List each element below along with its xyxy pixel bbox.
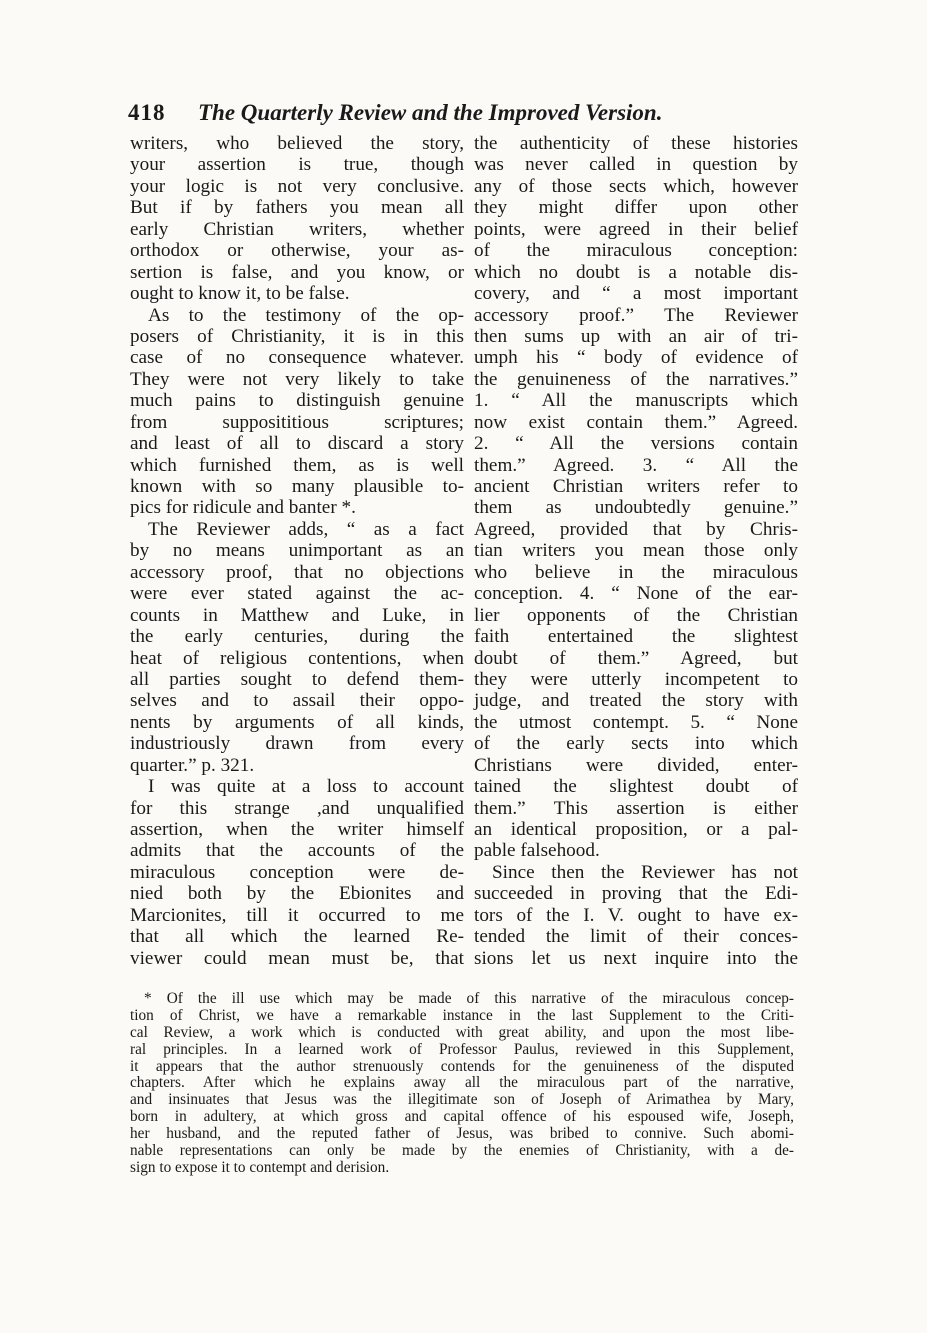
- text-line: quarter.” p. 321.: [130, 754, 255, 776]
- text-line: were ever stated against the ac-: [130, 583, 464, 605]
- text-line: selves and to assail their oppo-: [130, 690, 464, 712]
- text-line: assertion, when the writer himself: [130, 819, 464, 840]
- text-line: Since then the Reviewer has not: [492, 861, 798, 883]
- text-line: sions let us next inquire into the: [474, 947, 798, 969]
- footnote-line: sign to expose it to contempt and derision.: [130, 1158, 390, 1176]
- text-line: they might differ upon other: [474, 197, 798, 219]
- text-line: admits that the accounts of the: [130, 840, 464, 862]
- text-line: early Christian writers, whether: [130, 218, 464, 240]
- text-line: accessory proof, that no objections: [130, 561, 464, 583]
- text-line: succeeded in proving that the Edi-: [474, 883, 798, 905]
- footnote-line: chapters. After which he explains away all the miraculous part of the narrative,: [130, 1074, 794, 1092]
- text-line: viewer could mean must be, that: [130, 947, 464, 969]
- text-line: of the early sects into which: [474, 733, 798, 755]
- text-line: miraculous conception were de-: [130, 861, 464, 883]
- page-number: 418: [128, 100, 166, 125]
- text-line: which furnished them, as is well: [130, 454, 464, 476]
- text-line: points, were agreed in their belief: [474, 218, 798, 240]
- text-line: The Reviewer adds, “ as a fact: [148, 518, 464, 540]
- text-line: tended the limit of their conces-: [474, 926, 798, 948]
- text-line: an identical proposition, or a pal-: [474, 819, 798, 840]
- running-title: The Quarterly Review and the Improved Version.: [198, 100, 663, 125]
- text-line: Christians were divided, enter-: [474, 754, 798, 776]
- footnote-line: her husband, and the reputed father of Jesus, was bribed to connive. Such abomi-: [130, 1125, 794, 1143]
- text-line: any of those sects which, however: [474, 175, 798, 197]
- text-line: accessory proof.” The Reviewer: [474, 304, 798, 326]
- footnote-line: tion of Christ, we have a remarkable instance in the last Supplement to the Criti-: [130, 1006, 794, 1024]
- text-line: lier opponents of the Christian: [474, 604, 798, 626]
- text-line: that all which the learned Re-: [130, 926, 464, 948]
- text-line: 1. “ All the manuscripts which: [474, 390, 798, 412]
- right-column: [474, 133, 798, 969]
- footnote-line: born in adultery, at which gross and capital offence of his espoused wife, Joseph,: [130, 1108, 794, 1126]
- text-line: counts in Matthew and Luke, in: [130, 604, 464, 626]
- text-line: of the miraculous conception:: [474, 240, 798, 262]
- text-line: Agreed, provided that by Chris-: [474, 518, 798, 540]
- text-line: your assertion is true, though: [130, 154, 464, 176]
- footnote-line: and insinuates that Jesus was the illegitimate son of Joseph of Arimathea by Mary,: [130, 1091, 794, 1109]
- footnote-line: ral principles. In a learned work of Professor Paulus, reviewed in this Supplement,: [130, 1040, 794, 1058]
- text-line: writers, who believed the story,: [130, 133, 464, 154]
- text-line: pics for ridicule and banter *.: [130, 497, 356, 519]
- text-line: them as undoubtedly genuine.”: [474, 497, 798, 519]
- footnote-line: nable representations can only be made by the enemies of Christianity, with a de-: [130, 1142, 794, 1160]
- text-line: them.” This assertion is either: [474, 797, 798, 819]
- text-line: They were not very likely to take: [130, 368, 464, 390]
- text-line: umph his “ body of evidence of: [474, 347, 798, 369]
- text-line: nents by arguments of all kinds,: [130, 711, 464, 733]
- text-line: ought to know it, to be false.: [130, 283, 350, 305]
- text-line: by no means unimportant as an: [130, 540, 464, 562]
- text-line: tained the slightest doubt of: [474, 776, 798, 798]
- text-line: case of no consequence whatever.: [130, 347, 464, 369]
- text-line: conception. 4. “ None of the ear-: [474, 583, 798, 605]
- text-line: 2. “ All the versions contain: [474, 433, 798, 455]
- text-line: known with so many plausible to-: [130, 476, 464, 497]
- text-line: from supposititious scriptures;: [130, 411, 464, 433]
- footnote: [130, 991, 794, 1177]
- text-line: posers of Christianity, it is in this: [130, 325, 464, 347]
- footnote-line: it appears that the author strenuously contends for the genuineness of the disputed: [130, 1057, 794, 1075]
- text-line: ancient Christian writers refer to: [474, 476, 798, 497]
- text-line: for this strange ,and unqualified: [130, 797, 464, 819]
- footnote-line: cal Review, a work which is conducted with great ability, and upon the most libe-: [130, 1023, 794, 1041]
- text-line: tian writers you mean those only: [474, 540, 798, 562]
- text-line: sertion is false, and you know, or: [130, 261, 464, 283]
- text-line: who believe in the miraculous: [474, 561, 798, 583]
- text-line: As to the testimony of the op-: [148, 304, 464, 326]
- text-line: now exist contain them.” Agreed.: [474, 411, 798, 433]
- text-line: industriously drawn from every: [130, 733, 464, 755]
- text-line: your logic is not very conclusive.: [130, 175, 464, 197]
- text-line: the authenticity of these histories: [474, 133, 798, 154]
- text-line: I was quite at a loss to account: [148, 776, 464, 798]
- text-line: covery, and “ a most important: [474, 283, 798, 305]
- text-line: heat of religious contentions, when: [130, 647, 464, 669]
- text-line: and least of all to discard a story: [130, 433, 464, 455]
- text-line: was never called in question by: [474, 154, 798, 176]
- text-line: faith entertained the slightest: [474, 626, 798, 648]
- text-line: pable falsehood.: [474, 840, 600, 862]
- text-line: all parties sought to defend them-: [130, 668, 464, 690]
- text-line: orthodox or otherwise, your as-: [130, 240, 464, 262]
- left-column: [130, 133, 464, 969]
- text-line: the utmost contempt. 5. “ None: [474, 711, 798, 733]
- text-line: But if by fathers you mean all: [130, 197, 464, 219]
- text-line: then sums up with an air of tri-: [474, 325, 798, 347]
- footnote-line: * Of the ill use which may be made of this narrative of the miraculous concep-: [144, 990, 794, 1007]
- text-line: them.” Agreed. 3. “ All the: [474, 454, 798, 476]
- text-line: tors of the I. V. ought to have ex-: [474, 904, 798, 926]
- text-line: much pains to distinguish genuine: [130, 390, 464, 412]
- text-line: the early centuries, during the: [130, 626, 464, 648]
- text-line: Marcionites, till it occurred to me: [130, 904, 464, 926]
- text-line: nied both by the Ebionites and: [130, 883, 464, 905]
- text-line: they were utterly incompetent to: [474, 668, 798, 690]
- text-line: the genuineness of the narratives.”: [474, 368, 798, 390]
- page-header: [128, 96, 808, 130]
- text-line: doubt of them.” Agreed, but: [474, 647, 798, 669]
- text-line: which no doubt is a notable dis-: [474, 261, 798, 283]
- text-line: judge, and treated the story with: [474, 690, 798, 712]
